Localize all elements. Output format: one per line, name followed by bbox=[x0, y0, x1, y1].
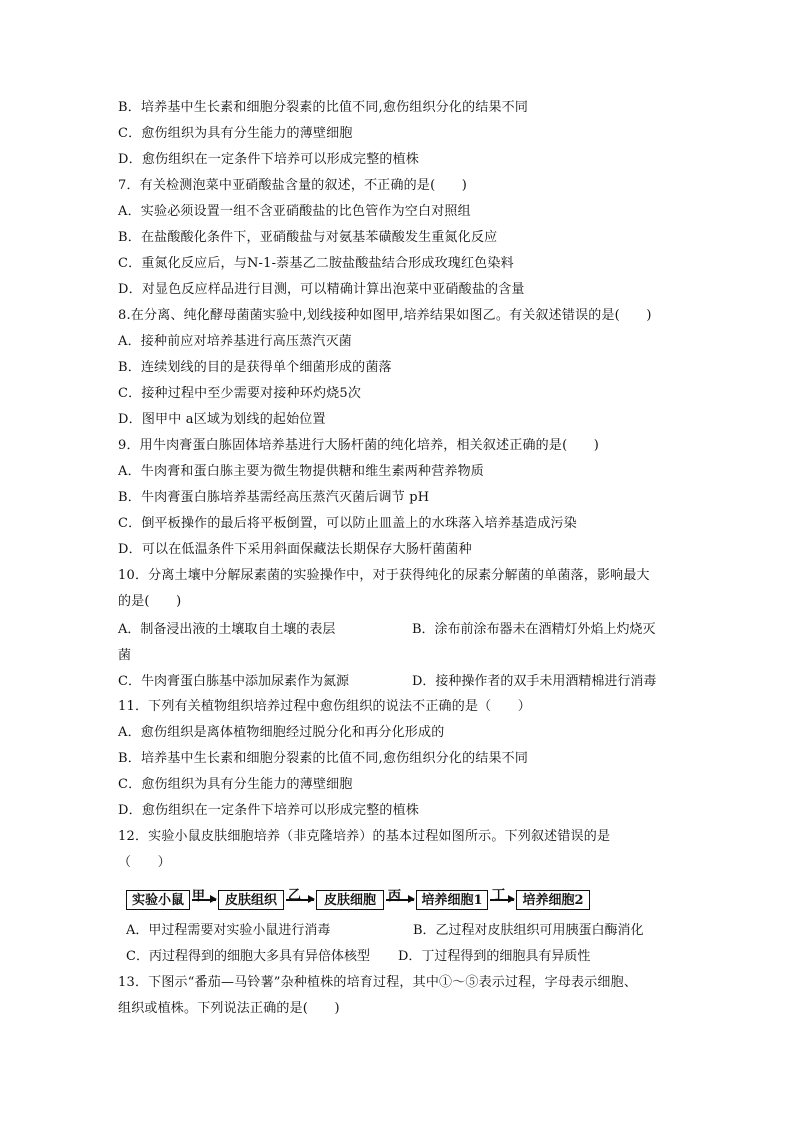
arrow-jia bbox=[192, 889, 216, 904]
q8-option-a: A．接种前应对培养基进行高压蒸汽灭菌 bbox=[118, 334, 352, 349]
box-mouse: 实验小鼠 bbox=[126, 890, 190, 910]
q7-option-d: D．对显色反应样品进行目测，可以精确计算出泡菜中亚硝酸盐的含量 bbox=[118, 282, 525, 297]
q8-option-b: B．连续划线的目的是获得单个细菌形成的菌落 bbox=[118, 360, 392, 375]
q10-stem: 10．分离土壤中分解尿素菌的实验操作中，对于获得纯化的尿素分解菌的单菌落，影响最大 bbox=[118, 568, 650, 583]
q7-option-a: A．实验必须设置一组不含亚硝酸盐的比色管作为空白对照组 bbox=[118, 204, 471, 219]
q8-option-c: C．接种过程中至少需要对接种环灼烧5次 bbox=[118, 386, 362, 401]
q8-option-d: D．图甲中 a区域为划线的起始位置 bbox=[118, 412, 326, 427]
q13-stem-cont: 组织或植株。下列说法正确的是( ) bbox=[118, 1001, 340, 1016]
box-skin-cell: 皮肤细胞 bbox=[316, 890, 384, 910]
arrow-yi bbox=[286, 888, 314, 903]
q13-stem: 13．下图示“番茄—马铃薯”杂种植株的培育过程，其中①～⑤表示过程，字母表示细胞、 bbox=[118, 975, 638, 990]
q9-option-d: D．可以在低温条件下采用斜面保藏法长期保存大肠杆菌菌种 bbox=[118, 542, 472, 557]
q9-option-a: A．牛肉膏和蛋白胨主要为微生物提供糖和维生素两种营养物质 bbox=[118, 464, 484, 479]
q10-stem-cont: 的是( ) bbox=[118, 594, 182, 609]
q9-option-c: C．倒平板操作的最后将平板倒置，可以防止皿盖上的水珠落入培养基造成污染 bbox=[118, 516, 577, 531]
q6-option-b: B．培养基中生长素和细胞分裂素的比值不同,愈伤组织分化的结果不同 bbox=[118, 100, 529, 115]
box-skin-tissue: 皮肤组织 bbox=[218, 890, 284, 910]
q10-option-a: A．制备浸出液的土壤取自土壤的表层 bbox=[118, 622, 336, 637]
q11-option-b: B．培养基中生长素和细胞分裂素的比值不同,愈伤组织分化的结果不同 bbox=[118, 751, 529, 766]
q12-stem-cont: （ ） bbox=[118, 855, 171, 870]
q7-option-b: B．在盐酸酸化条件下，亚硝酸盐与对氨基苯磺酸发生重氮化反应 bbox=[118, 230, 498, 245]
q9-option-b: B．牛肉膏蛋白胨培养基需经高压蒸汽灭菌后调节 pH bbox=[118, 490, 430, 505]
arrow-ding bbox=[490, 888, 514, 903]
q12-option-d: D．丁过程得到的细胞具有异质性 bbox=[398, 949, 591, 964]
arrow-label-yi: 乙 bbox=[288, 888, 302, 903]
q11-option-d: D．愈伤组织在一定条件下培养可以形成完整的植株 bbox=[118, 803, 420, 818]
q12-option-b: B．乙过程对皮肤组织可用胰蛋白酶消化 bbox=[413, 923, 644, 938]
q10-option-b: B．涂布前涂布器未在酒精灯外焰上灼烧灭 bbox=[412, 622, 656, 637]
box-culture-cell-1: 培养细胞1 bbox=[416, 890, 488, 910]
arrow-label-jia: 甲 bbox=[192, 889, 206, 904]
q12-option-c: C．丙过程得到的细胞大多具有异倍体核型 bbox=[126, 949, 370, 964]
q12-stem: 12．实验小鼠皮肤细胞培养（非克隆培养）的基本过程如图所示。下列叙述错误的是 bbox=[118, 829, 611, 844]
q12-process-diagram bbox=[122, 882, 602, 918]
arrow-label-ding: 丁 bbox=[492, 888, 506, 903]
arrow-label-bing: 丙 bbox=[388, 889, 402, 904]
q11-option-c: C．愈伤组织为具有分生能力的薄壁细胞 bbox=[118, 777, 353, 792]
q8-stem: 8.在分离、纯化酵母菌菌实验中,划线接种如图甲,培养结果如图乙。有关叙述错误的是( ) bbox=[118, 308, 652, 323]
q9-stem: 9．用牛肉膏蛋白胨固体培养基进行大肠杆菌的纯化培养，相关叙述正确的是( ) bbox=[118, 438, 600, 453]
q7-option-c: C．重氮化反应后，与N-1-萘基乙二胺盐酸盐结合形成玫瑰红色染料 bbox=[118, 256, 514, 271]
q12-option-a: A．甲过程需要对实验小鼠进行消毒 bbox=[126, 923, 331, 938]
q10-option-b-cont: 菌 bbox=[118, 648, 132, 663]
arrow-bing bbox=[386, 889, 414, 904]
q7-stem: 7．有关检测泡菜中亚硝酸盐含量的叙述，不正确的是( ) bbox=[118, 178, 468, 193]
q6-option-c: C．愈伤组织为具有分生能力的薄壁细胞 bbox=[118, 126, 353, 141]
q11-option-a: A．愈伤组织是离体植物细胞经过脱分化和再分化形成的 bbox=[118, 725, 445, 740]
box-culture-cell-2: 培养细胞2 bbox=[516, 890, 590, 910]
q6-option-d: D．愈伤组织在一定条件下培养可以形成完整的植株 bbox=[118, 152, 420, 167]
q11-stem: 11．下列有关植物组织培养过程中愈伤组织的说法不正确的是（ ） bbox=[118, 699, 531, 714]
q10-option-c: C．牛肉膏蛋白胨基中添加尿素作为氮源 bbox=[118, 674, 349, 689]
q10-option-d: D．接种操作者的双手未用酒精棉进行消毒 bbox=[412, 674, 657, 689]
